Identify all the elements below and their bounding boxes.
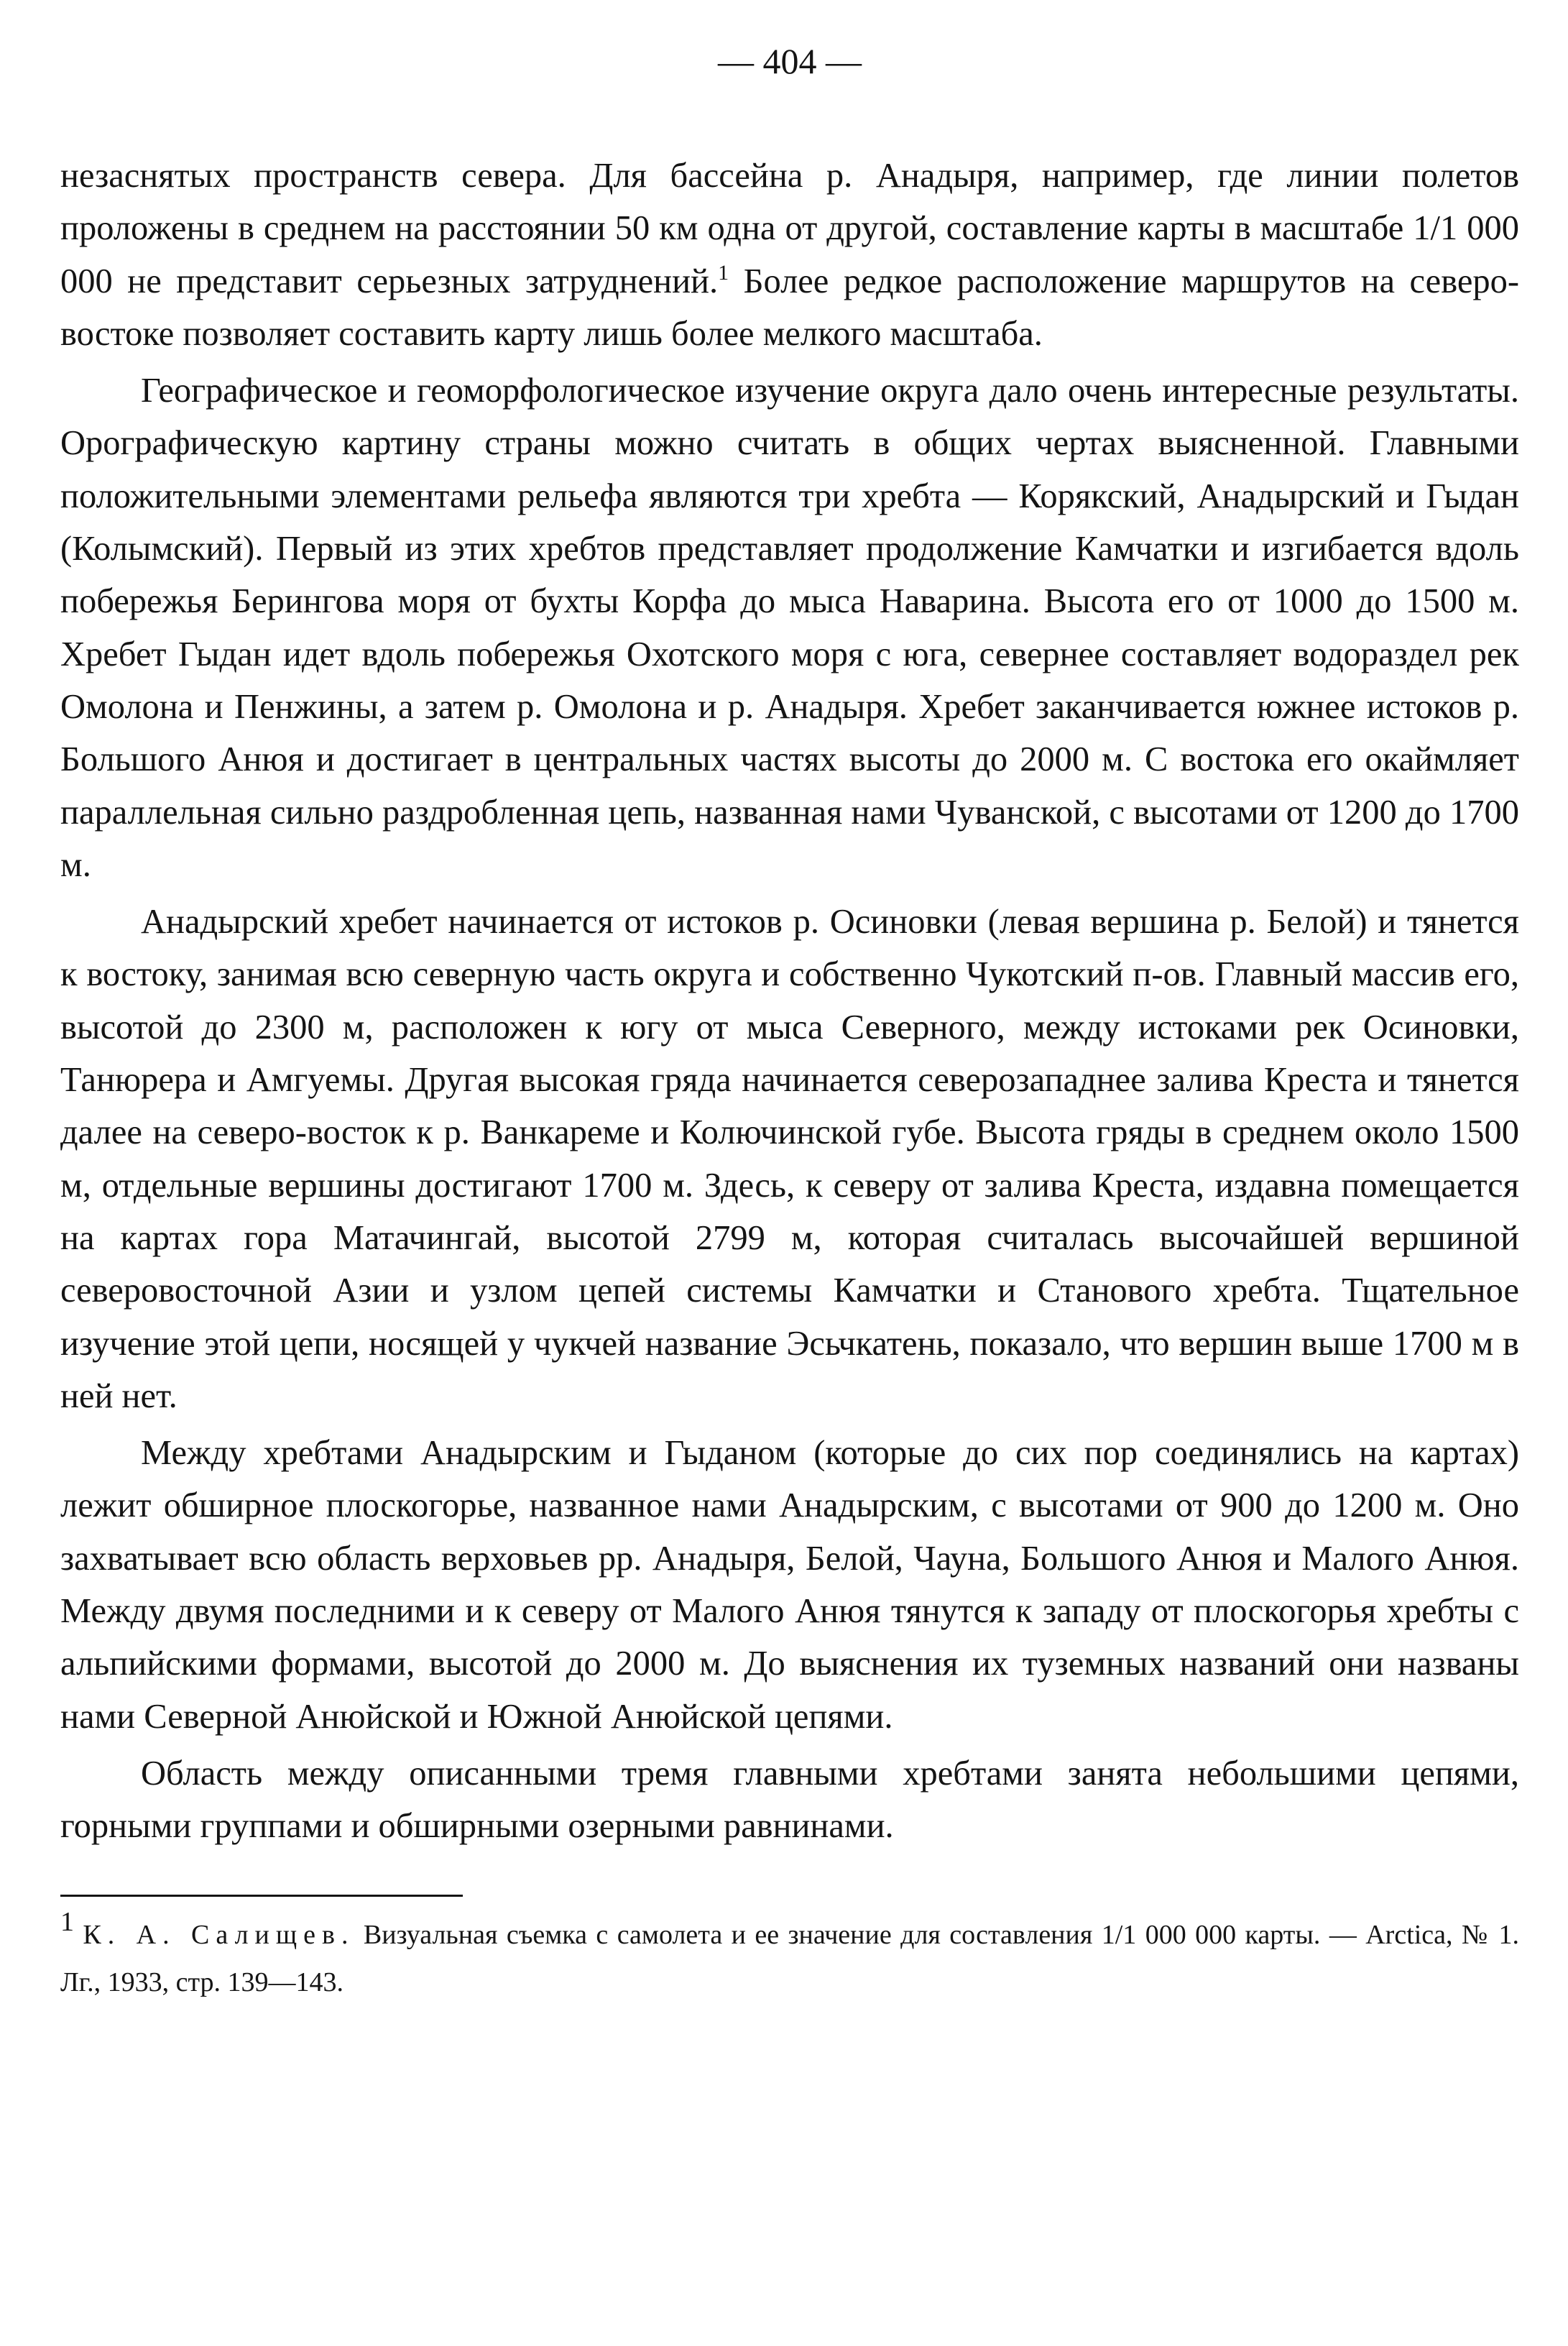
document-page [60,29,1519,2006]
page-number: — 404 — [718,41,862,81]
paragraph-1-text: незаснятых пространств севера. Для бассейна р. Анадыря, например, где линии полетов проложены в среднем на расстоянии 50 км одна от другой, составление карты в масштабе 1/1 000 000 не представит серьезных затруднений. [60,157,1519,300]
paragraph-3: Анадырский хребет начинается от истоков р. Осиновки (левая вершина р. Белой) и тянется к востоку, занимая всю северную часть округа и собственно Чукотский п-ов. Главный массив его, высотой до 2300 м, расположен к югу от мыса Северного, между истоками рек Осиновки, Танюрера и Амгуемы. Другая высокая гряда начинается северозападнее залива Креста и тянется далее на северо-восток к р. Ванкареме и Колючинской губе. Высота гряды в среднем около 1500 м, отдельные вершины достигают 1700 м. Здесь, к северу от залива Креста, издавна помещается на картах гора Матачингай, высотой 2799 м, которая считалась высочайшей вершиной северовосточной Азии и узлом цепей системы Камчатки и Станового хребта. Тщательное изучение этой цепи, носящей у чукчей название Эсьчкатень, показало, что вершин выше 1700 м в ней нет. [60,903,1519,1415]
paragraph-1-continuation: Более редкое расположение маршрутов на северо-востоке позволяет составить карту лишь более мелкого масштаба. [60,262,1519,353]
footnote-author: К. А. Салищев. [83,1919,355,1950]
footnote-marker: 1 [60,1906,74,1937]
paragraph-2: Географическое и геоморфологическое изучение округа дало очень интересные результаты. Орографическую картину страны можно считать в общих чертах выясненной. Главными положительными элементами рельефа являются три хребта — Корякский, Анадырский и Гыдан (Колымский). Первый из этих хребтов представляет продолжение Камчатки и изгибается вдоль побережья Берингова моря от бухты Корфа до мыса Наварина. Высота его от 1000 до 1500 м. Хребет Гыдан идет вдоль побережья Охотского моря с юга, севернее составляет водораздел рек Омолона и Пенжины, а затем р. Омолона и р. Анадыря. Хребет заканчивается южнее истоков р. Большого Анюя и достигает в центральных частях высоты до 2000 м. С востока его окаймляет параллельная сильно раздробленная цепь, названная нами Чуванской, с высотами от 1200 до 1700 м. [60,372,1519,884]
paragraph-1 [60,150,1519,360]
footnote-divider [60,1895,463,1897]
footnote-reference: 1 [718,260,729,285]
paragraph-4: Между хребтами Анадырским и Гыданом (которые до сих пор соединялись на картах) лежит обширное плоскогорье, названное нами Анадырским, с высотами от 900 до 1200 м. Оно захватывает всю область верховьев рр. Анадыря, Белой, Чауна, Большого Анюя и Малого Анюя. Между двумя последними и к северу от Малого Анюя тянутся к западу от плоскогорья хребты с альпийскими формами, высотой до 2000 м. До выяснения их туземных названий они названы нами Северной Анюйской и Южной Анюйской цепями. [60,1434,1519,1736]
footnote-text: Визуальная съемка с самолета и ее значение для составления 1/1 000 000 карты. — Arctica, № 1. Лг., 1933, стр. 139—143. [60,1919,1520,1997]
paragraph-5: Область между описанными тремя главными хребтами занята небольшими цепями, горными группами и обширными озерными равнинами. [60,1754,1519,1846]
footnote [60,1906,1520,2006]
